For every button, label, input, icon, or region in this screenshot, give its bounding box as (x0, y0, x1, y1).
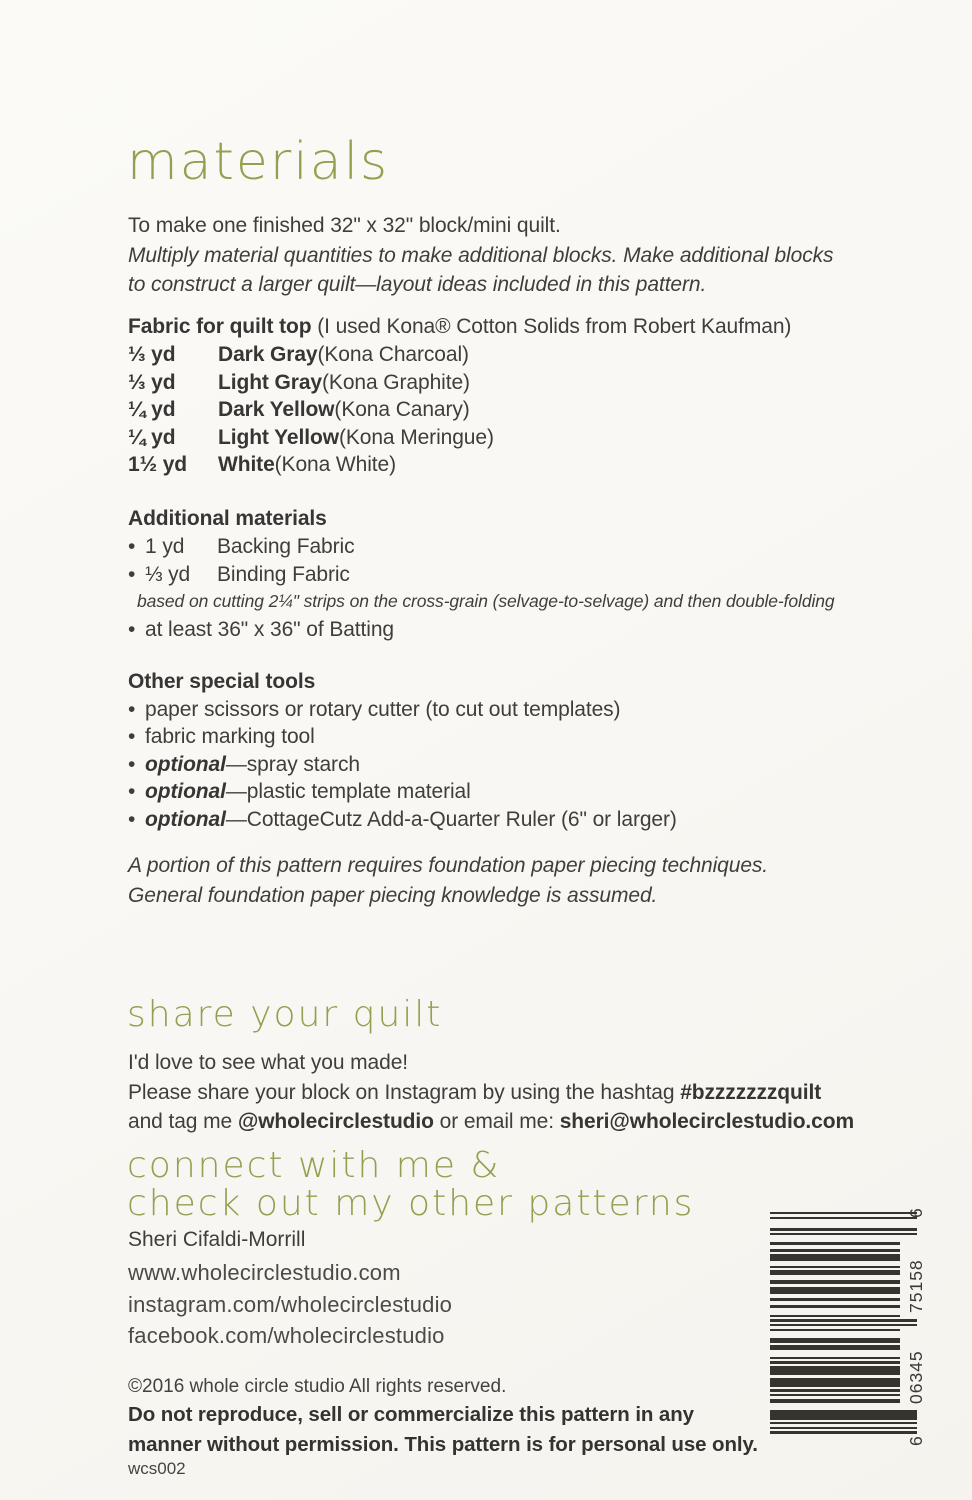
fabric-qty: ¼ yd (128, 425, 176, 449)
share-text (128, 1048, 948, 1137)
share-line2 (128, 1078, 948, 1108)
share-line2-text: Please share your block on Instagram by using the hashtag (128, 1080, 681, 1104)
copyright-line: ©2016 whole circle studio All rights reserved. (128, 1376, 507, 1397)
tool-text: —CottageCutz Add-a-Quarter Ruler (6" or larger) (225, 807, 677, 831)
additional-qty: • ⅓ yd (145, 562, 191, 586)
tool-text: —plastic template material (225, 780, 471, 804)
additional-row (128, 561, 928, 589)
connect-heading-line1: connect with me & (127, 1145, 501, 1186)
instagram-handle: @wholecirclestudio (237, 1110, 434, 1133)
fabric-name: White (218, 453, 275, 476)
fabric-detail: (Kona Graphite) (322, 370, 470, 394)
fabric-heading-bold: Fabric for quilt top (128, 315, 312, 338)
additional-qty: • 1 yd (145, 535, 185, 558)
pattern-sku: wcs002 (128, 1459, 186, 1478)
tool-text: —spray starch (225, 752, 360, 776)
usage-warning (128, 1400, 758, 1460)
fabric-detail: (Kona Charcoal) (317, 343, 469, 366)
barcode-digit-group1: 06345 (906, 1350, 926, 1404)
batting-text: • at least 36" x 36" of Batting (145, 618, 394, 641)
usage-warning-line2: manner without permission. This pattern is for personal use only. (128, 1433, 758, 1456)
tools-heading: Other special tools (128, 670, 316, 693)
fabric-qty: ⅓ yd (128, 343, 176, 366)
share-line3-text: and tag me (128, 1110, 238, 1133)
fabric-row (128, 341, 928, 369)
intro-note-line1: Multiply material quantities to make additional blocks. Make additional blocks (128, 244, 834, 267)
fabric-name: Light Yellow (218, 425, 339, 449)
tool-optional-label: • optional (145, 807, 226, 831)
fabric-name: Light Gray (218, 370, 323, 394)
paper-piecing-note-line1: A portion of this pattern requires foundation paper piecing techniques. (128, 854, 769, 877)
instagram-link: instagram.com/wholecirclestudio (128, 1291, 453, 1317)
paper-piecing-note-line2: General foundation paper piecing knowledge is assumed. (128, 884, 658, 907)
tool-item (128, 723, 948, 750)
tool-item (128, 696, 948, 723)
share-line3 (128, 1107, 948, 1137)
upc-barcode (770, 1207, 930, 1446)
facebook-link: facebook.com/wholecirclestudio (128, 1323, 445, 1348)
fabric-row (128, 424, 928, 452)
fabric-row (128, 369, 928, 397)
materials-heading: materials (127, 132, 390, 192)
barcode-digit-top: 6 (906, 1207, 926, 1218)
tool-item (128, 751, 948, 778)
additional-heading: Additional materials (128, 507, 327, 530)
usage-warning-line1: Do not reproduce, sell or commercialize this pattern in any (128, 1403, 694, 1426)
share-line1: I'd love to see what you made! (128, 1051, 409, 1074)
fabric-row (128, 396, 928, 424)
fabric-detail: (Kona Meringue) (338, 425, 494, 449)
website-link: www.wholecirclestudio.com (128, 1260, 401, 1285)
batting-row (128, 616, 928, 644)
connect-heading-line2: check out my other patterns (127, 1182, 695, 1224)
fabric-qty: ¼ yd (128, 398, 176, 421)
links-list (128, 1257, 452, 1352)
tool-optional-label: • optional (145, 780, 226, 804)
tool-optional-label: • optional (145, 752, 226, 776)
fabric-name: Dark Gray (218, 343, 318, 366)
fabric-qty: 1½ yd (128, 453, 188, 476)
tool-item (128, 778, 948, 805)
barcode-digit-group2: 75158 (906, 1259, 926, 1313)
additional-row (128, 533, 928, 561)
fabric-section (128, 313, 928, 479)
hashtag: #bzzzzzzzquilt (680, 1080, 822, 1104)
additional-name: Backing Fabric (217, 535, 355, 558)
fabric-heading (128, 313, 928, 341)
fabric-detail: (Kona Canary) (334, 398, 470, 421)
fabric-heading-rest: (I used Kona® Cotton Solids from Robert Kaufman) (311, 315, 792, 338)
author-name: Sheri Cifaldi-Morrill (128, 1228, 306, 1251)
tool-text: • fabric marking tool (145, 725, 315, 749)
connect-heading (127, 1147, 694, 1222)
intro-note (128, 241, 918, 299)
paper-piecing-note (128, 851, 928, 911)
share-heading: share your quilt (127, 994, 443, 1035)
intro-note-line2: to construct a larger quilt—layout ideas included in this pattern. (128, 273, 707, 296)
barcode-bars (770, 1212, 917, 1434)
tools-section (128, 668, 948, 833)
barcode-digit-bottom: 6 (906, 1435, 926, 1446)
fabric-qty: ⅓ yd (128, 370, 176, 394)
additional-name: Binding Fabric (217, 562, 350, 586)
tool-text: • paper scissors or rotary cutter (to cut out templates) (145, 698, 621, 721)
binding-note: based on cutting 2¼" strips on the cross-grain (selvage-to-selvage) and then double-folding (137, 591, 835, 611)
fabric-detail: (Kona White) (274, 453, 397, 476)
fabric-row (128, 451, 928, 479)
tool-item (128, 806, 948, 833)
fabric-name: Dark Yellow (218, 398, 335, 421)
additional-materials-section (128, 505, 928, 644)
email-address: sheri@wholecirclestudio.com (559, 1110, 855, 1133)
share-line3-mid: or email me: (433, 1110, 560, 1133)
intro-line: To make one finished 32" x 32" block/mini quilt. (128, 214, 561, 237)
